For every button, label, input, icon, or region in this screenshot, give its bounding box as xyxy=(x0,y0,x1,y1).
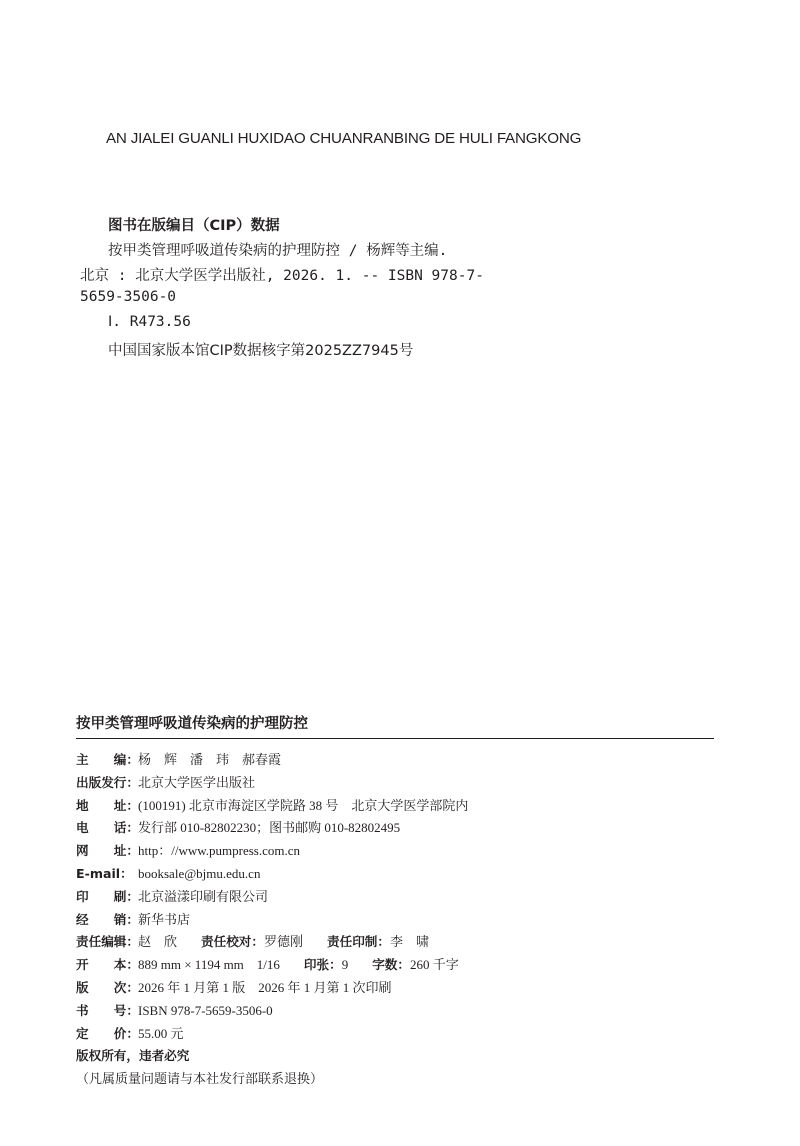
imprint-book-title: 按甲类管理呼吸道传染病的护理防控 xyxy=(76,712,714,739)
resp-proof-value: 罗德刚 xyxy=(263,934,303,950)
row-publisher xyxy=(76,772,714,795)
price-label: 定 价： xyxy=(76,1025,139,1041)
distributor-value: 新华书店 xyxy=(138,911,191,927)
resp-editor-value: 赵 欣 xyxy=(138,934,178,950)
edition-value: 2026 年 1 月第 1 版 2026 年 1 月第 1 次印刷 xyxy=(138,979,392,995)
row-price xyxy=(76,1023,714,1046)
cip-line-isbn: 5659-3506-0 xyxy=(80,289,177,305)
row-email xyxy=(76,863,714,886)
editors-label: 主 编： xyxy=(76,752,139,767)
cip-line-publisher: 北京 : 北京大学医学出版社, 2026. 1. -- ISBN 978-7- xyxy=(80,268,484,284)
edition-label: 版 次： xyxy=(76,979,139,995)
website-value: http：//www.pumpress.com.cn xyxy=(138,843,300,859)
resp-print-label: 责任印制： xyxy=(327,934,390,950)
format-value: 889 mm × 1194 mm 1/16 xyxy=(138,957,280,973)
phone-value: 发行部 010-82802230；图书邮购 010-82802495 xyxy=(138,820,401,836)
row-responsibility xyxy=(76,931,714,954)
resp-print-value: 李 啸 xyxy=(389,934,429,950)
format-label: 开 本： xyxy=(76,957,139,973)
email-value: booksale@bjmu.edu.cn xyxy=(138,865,261,881)
editors-value: 杨 辉 潘 玮 郝春霞 xyxy=(138,752,282,767)
imprint-block xyxy=(76,712,714,1091)
row-distributor xyxy=(76,909,714,932)
sheets-label: 印张： xyxy=(303,957,342,973)
phone-label: 电 话： xyxy=(76,820,139,836)
printer-label: 印 刷： xyxy=(76,888,139,904)
words-value: 260 千字 xyxy=(409,957,459,973)
return-note: （凡属质量问题请与本社发行部联系退换） xyxy=(76,1071,324,1087)
website-label: 网 址： xyxy=(76,843,139,859)
sheets-value: 9 xyxy=(341,957,349,973)
isbn-label: 书 号： xyxy=(76,1002,139,1018)
distributor-label: 经 销： xyxy=(76,911,139,927)
publisher-value: 北京大学医学出版社 xyxy=(138,774,256,790)
address-label: 地 址： xyxy=(76,797,139,813)
publisher-label: 出版发行： xyxy=(76,774,139,790)
copyright-notice: 版权所有，违者必究 xyxy=(76,1048,190,1064)
words-label: 字数： xyxy=(372,957,410,973)
resp-proof-label: 责任校对： xyxy=(201,934,264,950)
row-edition xyxy=(76,977,714,1000)
imprint-rows xyxy=(76,749,714,1091)
row-isbn xyxy=(76,1000,714,1023)
row-website xyxy=(76,840,714,863)
isbn-value: ISBN 978-7-5659-3506-0 xyxy=(138,1002,273,1018)
row-editors xyxy=(76,749,714,772)
cip-line-record: 中国国家版本馆CIP数据核字第2025ZZ7945号 xyxy=(108,343,414,359)
address-value: (100191) 北京市海淀区学院路 38 号 北京大学医学部院内 xyxy=(138,797,469,813)
cip-line-title: 按甲类管理呼吸道传染病的护理防控 / 杨辉等主编. xyxy=(108,243,448,259)
resp-editor-label: 责任编辑： xyxy=(76,934,139,950)
row-format xyxy=(76,954,714,977)
cip-line-class: Ⅰ. R473.56 xyxy=(108,314,191,330)
email-label: E-mail： xyxy=(76,865,133,881)
row-phone xyxy=(76,817,714,840)
row-address xyxy=(76,795,714,818)
printer-value: 北京溢漾印刷有限公司 xyxy=(138,888,269,904)
price-value: 55.00 元 xyxy=(138,1025,184,1041)
pinyin-title: AN JIALEI GUANLI HUXIDAO CHUANRANBING DE HULI FANGKONG xyxy=(106,130,582,147)
row-printer xyxy=(76,886,714,909)
cip-heading: 图书在版编目（CIP）数据 xyxy=(108,218,280,234)
